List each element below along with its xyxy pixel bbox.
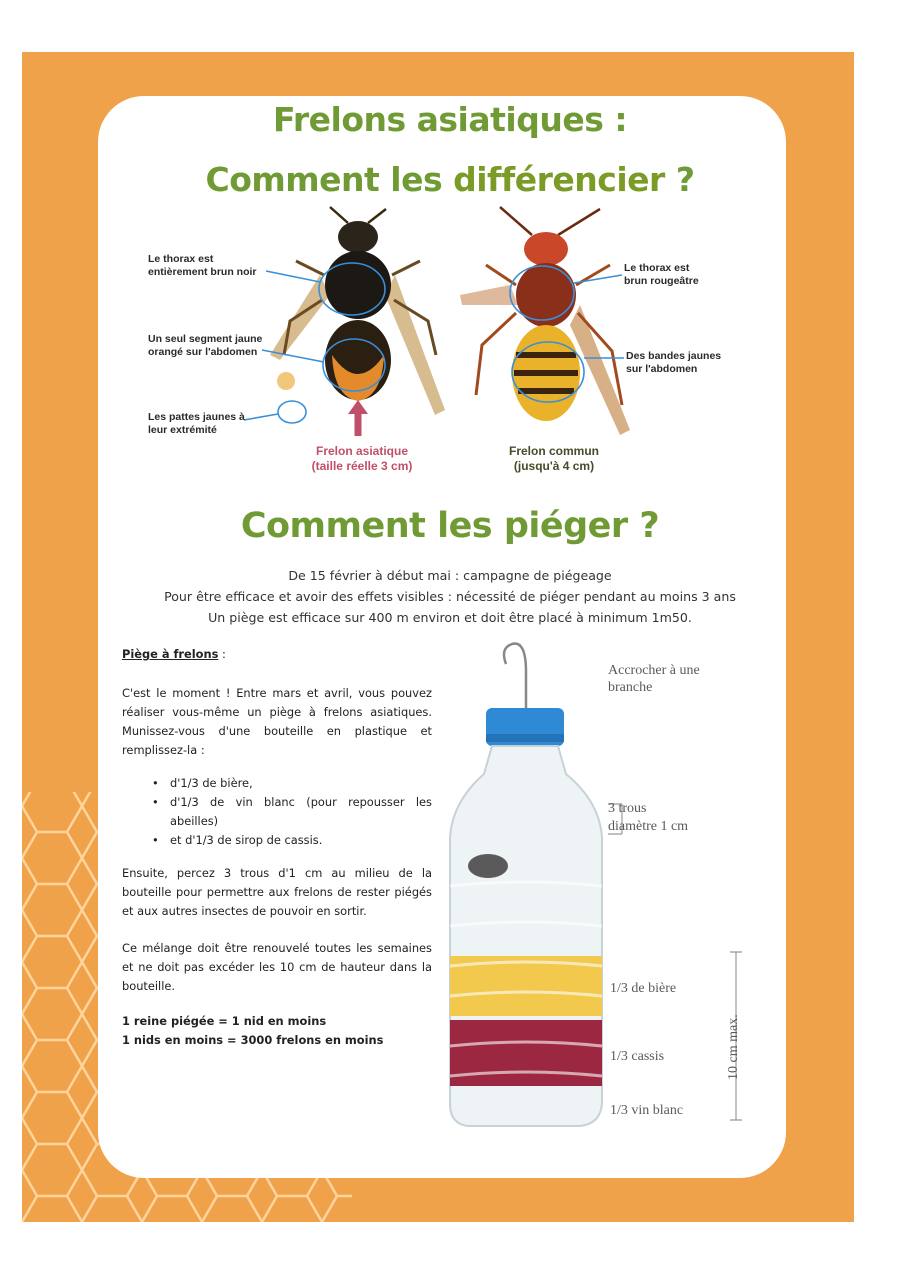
label-beer: 1/3 de bière — [610, 981, 677, 996]
trap-paragraph-2: Ensuite, percez 3 trous d'1 cm au milieu de la bouteille pour permettre aux frelons de rester piégés et aux autres insectes de pouvoir en sortir. — [122, 866, 432, 918]
trap-bottle-illustration — [440, 634, 750, 1134]
label-common-abdomen: Des bandes jaunes sur l'abdomen — [626, 350, 722, 375]
trap-heading: Piège à frelons — [122, 647, 219, 661]
trap-paragraph-3: Ce mélange doit être renouvelé toutes les semaines et ne doit pas excéder les 10 cm de hauteur dans la bouteille. — [122, 941, 432, 993]
label-common-thorax: Le thorax est brun rougeâtre — [624, 262, 699, 287]
label-cassis: 1/3 cassis — [610, 1049, 665, 1064]
annotation-overlay — [0, 0, 900, 500]
label-hang: Accrocher à une branche — [608, 663, 700, 695]
label-max-height: 10 cm max. — [726, 1014, 741, 1080]
list-item: • et d'1/3 de sirop de cassis. — [152, 831, 432, 850]
section-title: Comment les piéger ? — [240, 506, 660, 546]
label-holes-diameter: diamètre 1 cm — [608, 819, 689, 834]
label-asian-abdomen: Un seul segment jaune orangé sur l'abdomen — [148, 333, 263, 358]
page-subtitle: Comment les différencier ? — [205, 160, 695, 199]
ingredient-list — [122, 774, 432, 850]
fact-2: 1 nids en moins = 3000 frelons en moins — [122, 1033, 384, 1047]
intro-text: De 15 février à début mai : campagne de piégeage Pour être efficace et avoir des effets visibles : nécessité de piéger pendant au moins 3 ans Un piège est efficace sur 400 m environ et doit être placé à minimum 1m50. — [164, 568, 736, 625]
trap-instructions: Piège à frelons : C'est le moment ! Entre mars et avril, vous pouvez réaliser vous-même un piège à frelons asiatiques. Munissez-vous d'une bouteille en plastique et remplissez-la : • d'1/3 de bière, • d'1/3 de vin blanc (pour repousser les abeilles) • et d'1/3 de sirop de cassis. Ensuite, percez 3 trous d'1 cm au milieu de la bouteille pour permettre aux frelons de rester piégés et aux autres insectes de pouvoir en sortir. Ce mélange doit être renouvelé toutes les semaines et ne doit pas excéder les 10 cm de hauteur dans la bouteille. 1 reine piégée = 1 nid en moins 1 nids en moins = 3000 frelons en moins — [122, 645, 432, 1050]
label-holes-count: 3 trous — [608, 801, 647, 816]
page-title: Frelons asiatiques : — [272, 100, 628, 139]
label-wine: 1/3 vin blanc — [610, 1103, 684, 1118]
list-item: • d'1/3 de bière, — [152, 774, 432, 793]
label-asian-thorax: Le thorax est entièrement brun noir — [148, 253, 257, 278]
label-asian-legs: Les pattes jaunes à leur extrémité — [148, 411, 245, 436]
fact-1: 1 reine piégée = 1 nid en moins — [122, 1014, 327, 1028]
caption-asian-hornet: Frelon asiatique (taille réelle 3 cm) — [311, 444, 413, 473]
trap-paragraph-1: C'est le moment ! Entre mars et avril, vous pouvez réaliser vous-même un piège à frelons asiatiques. Munissez-vous d'une bouteille en plastique et remplissez-la : — [122, 686, 432, 757]
caption-common-hornet: Frelon commun (jusqu'à 4 cm) — [508, 444, 599, 473]
list-item: • d'1/3 de vin blanc (pour repousser les abeilles) — [152, 793, 432, 831]
